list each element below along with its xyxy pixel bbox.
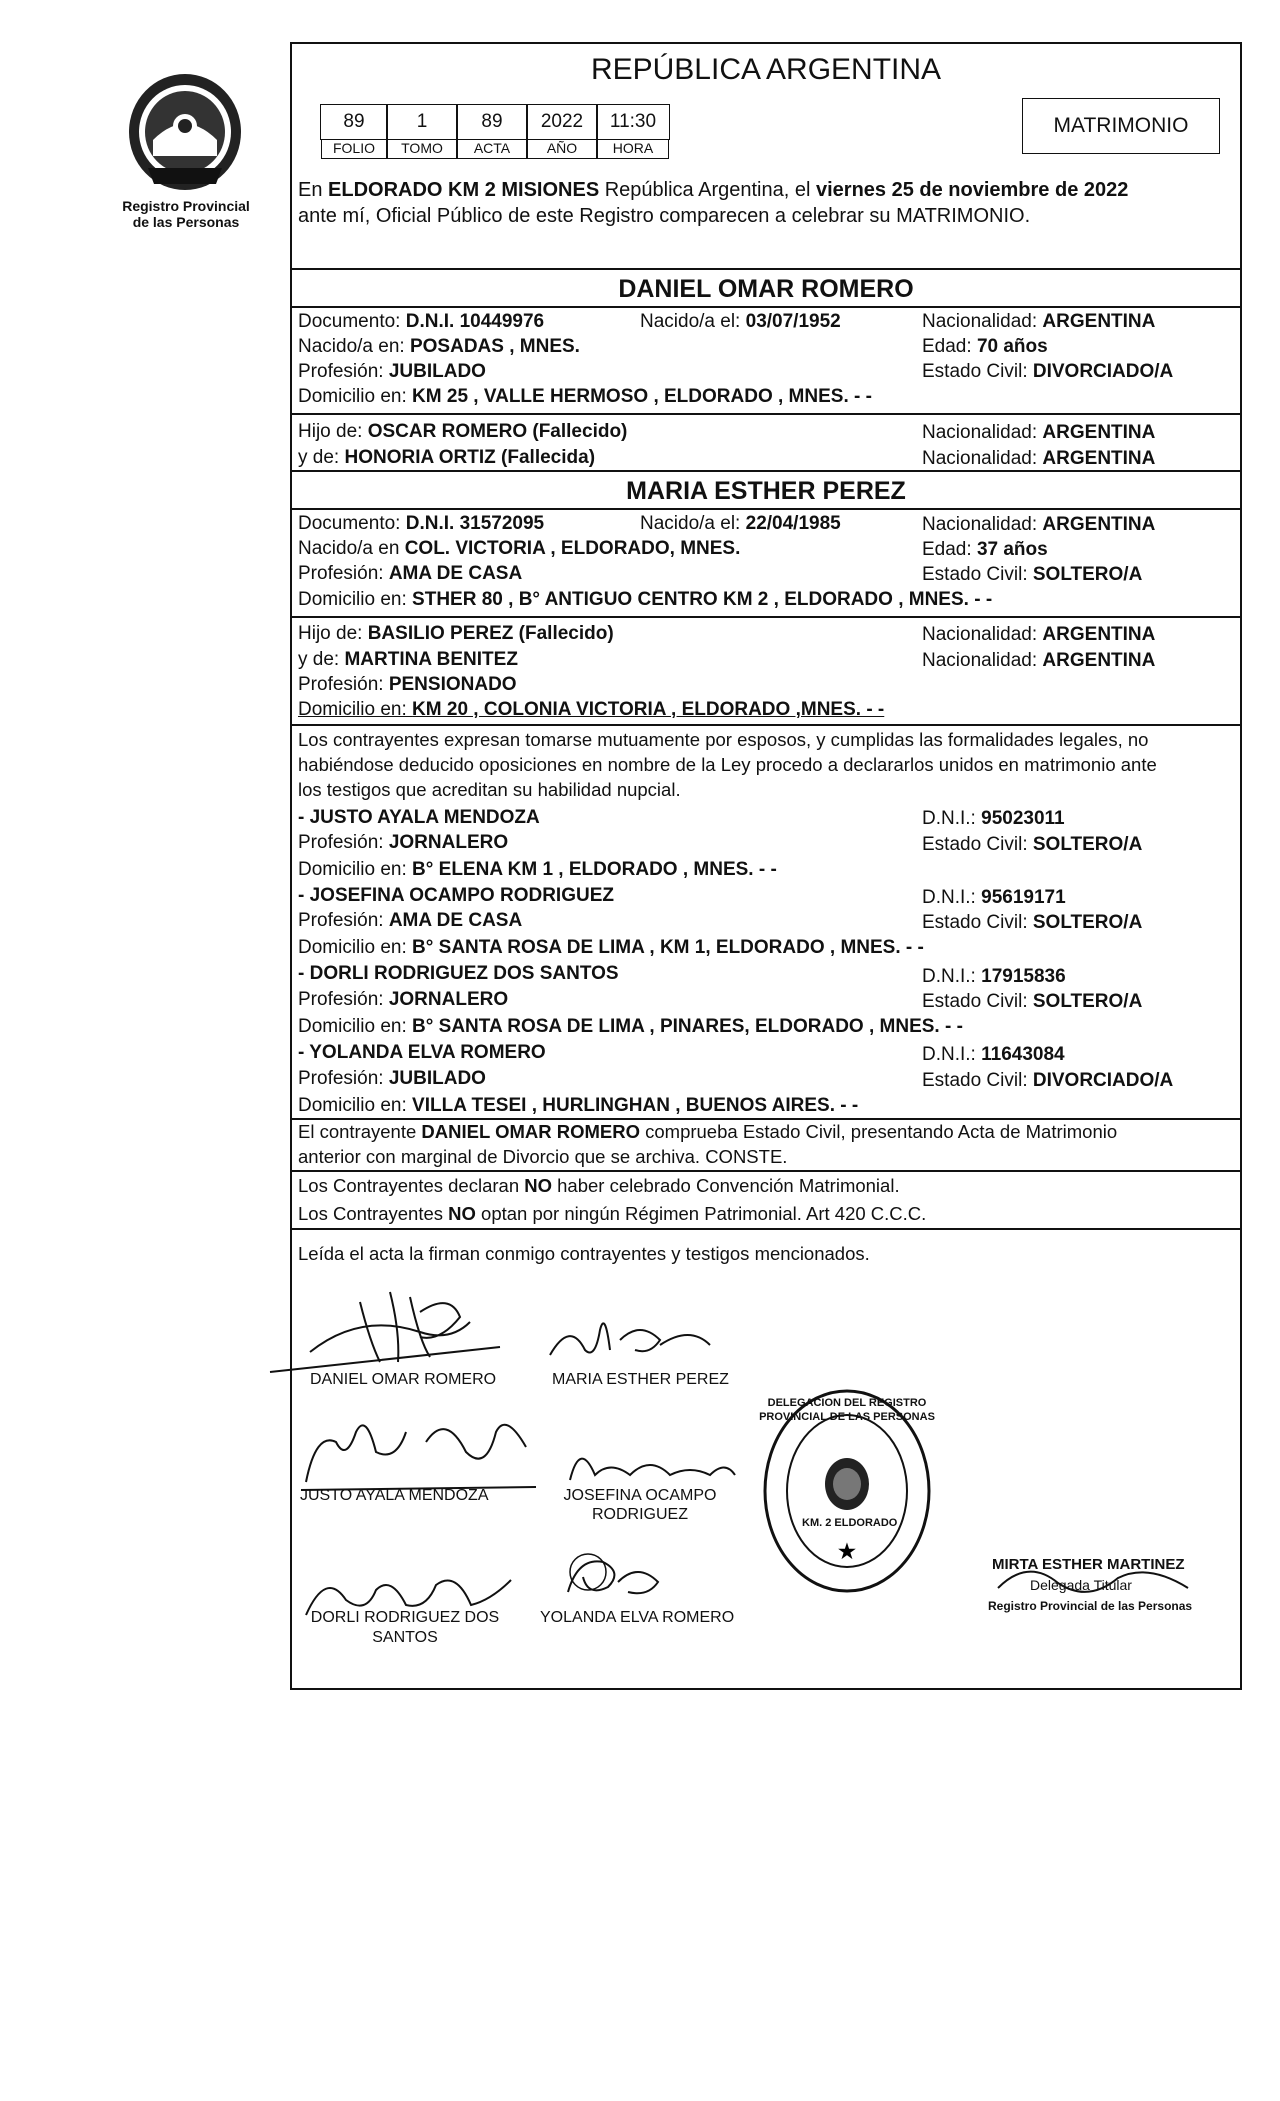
witness-3-name: - DORLI RODRIGUEZ DOS SANTOS [298,963,619,984]
declaration-line2: habiéndose deducido oposiciones en nombre de la Ley procedo a declararlos unidos en matrimonio ante [298,754,1157,775]
signature-witness-1 [296,1392,546,1492]
bride-profession: Profesión: AMA DE CASA [298,563,523,584]
signature-witness-4 [548,1542,678,1612]
note-line2: anterior con marginal de Divorcio que se archiva. CONSTE. [298,1146,788,1167]
hora-value: 11:30 [609,111,657,132]
groom-age: Edad: 70 años [922,336,1048,357]
groom-profession: Profesión: JUBILADO [298,361,486,382]
groom-birthdate: Nacido/a el: 03/07/1952 [640,311,841,332]
witness-2-name: - JOSEFINA OCAMPO RODRIGUEZ [298,885,614,906]
header-field-folio [320,104,388,156]
divider [292,268,1240,270]
bride-mother-nationality: Nacionalidad: ARGENTINA [922,650,1156,671]
signature-witness-2-label-line1: JOSEFINA OCAMPO [563,1487,717,1504]
official-seal [759,1388,935,1594]
act-type-box: MATRIMONIO [1022,98,1220,154]
signature-bride-label: MARIA ESTHER PEREZ [552,1371,729,1388]
acta-value: 89 [481,111,503,132]
witness-4-dni: D.N.I.: 11643084 [922,1044,1065,1065]
intro-line1 [298,178,1128,202]
stamp-org: Registro Provincial de las Personas [988,1599,1193,1613]
witness-1-address: Domicilio en: B° ELENA KM 1 , ELDORADO , MNES. - - [298,859,777,880]
logo-caption-line1: Registro Provincial [122,198,250,214]
folio-label: FOLIO [321,139,387,159]
witness-4-civil-status: Estado Civil: DIVORCIADO/A [922,1070,1174,1091]
bride-birthdate: Nacido/a el: 22/04/1985 [640,513,841,534]
closing-text: Leída el acta la firman conmigo contrayentes y testigos mencionados. [298,1243,870,1264]
regime-line2: Los Contrayentes NO optan por ningún Régimen Patrimonial. Art 420 C.C.C. [298,1203,927,1224]
witness-4-profession: Profesión: JUBILADO [298,1068,486,1089]
signature-witness-3-label-line2: SANTOS [372,1629,438,1646]
declaration-line3: los testigos que acreditan su habilidad nupcial. [298,779,681,800]
signature-witness-1-label: JUSTO AYALA MENDOZA [300,1487,489,1504]
regime-line1: Los Contrayentes declaran NO haber celebrado Convención Matrimonial. [298,1175,900,1196]
signature-witness-3-label-line1: DORLI RODRIGUEZ DOS [310,1609,500,1626]
witness-2-dni: D.N.I.: 95619171 [922,887,1066,908]
divider [292,1170,1240,1172]
witness-3-dni: D.N.I.: 17915836 [922,966,1066,987]
groom-mother-nationality: Nacionalidad: ARGENTINA [922,448,1156,469]
signature-witness-2 [560,1430,750,1490]
hora-label: HORA [597,139,669,159]
official-stamp [988,1548,1198,1632]
signature-bride [540,1300,730,1370]
witness-2-civil-status: Estado Civil: SOLTERO/A [922,912,1143,933]
divider [292,470,1240,472]
note-line1: El contrayente DANIEL OMAR ROMERO comprueba Estado Civil, presentando Acta de Matrimonio [298,1121,1118,1142]
signature-groom [300,1282,510,1372]
groom-nationality: Nacionalidad: ARGENTINA [922,311,1156,332]
folio-value: 89 [343,111,365,132]
groom-father-nationality: Nacionalidad: ARGENTINA [922,422,1156,443]
intro-place: ELDORADO KM 2 MISIONES [328,179,600,201]
witness-3-profession: Profesión: JORNALERO [298,989,509,1010]
seal-ring-text: DELEGACION DEL REGISTRO PROVINCIAL DE LAS PERSONAS [759,1397,935,1423]
signature-witness-2-label-line2: RODRIGUEZ [592,1506,688,1523]
bride-documento: Documento: D.N.I. 31572095 [298,513,545,534]
witness-4-address: Domicilio en: VILLA TESEI , HURLINGHAN , BUENOS AIRES. - - [298,1095,859,1116]
witness-1-profession: Profesión: JORNALERO [298,832,509,853]
divider [292,616,1240,618]
witness-3-address: Domicilio en: B° SANTA ROSA DE LIMA , PINARES, ELDORADO , MNES. - - [298,1016,963,1037]
bride-mother-profession: Profesión: PENSIONADO [298,674,517,695]
declaration-line1: Los contrayentes expresan tomarse mutuamente por esposos, y cumplidas las formalidades legales, no [298,729,1149,750]
witness-1-dni: D.N.I.: 95023011 [922,808,1065,829]
document-title: REPÚBLICA ARGENTINA [590,53,942,86]
groom-documento: Documento: D.N.I. 10449976 [298,311,545,332]
divider [292,306,1240,308]
bride-father-nationality: Nacionalidad: ARGENTINA [922,624,1156,645]
bride-age: Edad: 37 años [922,539,1048,560]
witness-4-name: - YOLANDA ELVA ROMERO [298,1042,546,1063]
groom-mother: y de: HONORIA ORTIZ (Fallecida) [298,447,596,468]
groom-birthplace: Nacido/a en: POSADAS , MNES. [298,336,580,357]
divider [292,508,1240,510]
bride-father: Hijo de: BASILIO PEREZ (Fallecido) [298,623,614,644]
intro-date: viernes 25 de noviembre de 2022 [815,179,1129,201]
seal-inner-text: KM. 2 ELDORADO [802,1517,898,1529]
stamp-role: Delegada Titular [1030,1577,1132,1593]
province-logo [118,68,252,196]
witness-1-civil-status: Estado Civil: SOLTERO/A [922,834,1143,855]
acta-label: ACTA [457,139,527,159]
witness-3-civil-status: Estado Civil: SOLTERO/A [922,991,1143,1012]
logo-caption-line2: de las Personas [132,214,240,230]
anio-value: 2022 [540,111,584,132]
bride-nationality: Nacionalidad: ARGENTINA [922,514,1156,535]
anio-label: AÑO [527,139,597,159]
signature-witness-4-label: YOLANDA ELVA ROMERO [540,1609,735,1626]
signature-groom-label: DANIEL OMAR ROMERO [310,1371,497,1388]
groom-name: DANIEL OMAR ROMERO [618,275,914,303]
divider [292,1228,1240,1230]
header-field-acta [456,104,528,156]
header-field-tomo [386,104,458,156]
intro-text-a: En [298,179,329,201]
bride-mother: y de: MARTINA BENITEZ [298,649,518,670]
intro-text-b: República Argentina, el [599,179,816,201]
bride-civil-status: Estado Civil: SOLTERO/A [922,564,1143,585]
groom-civil-status: Estado Civil: DIVORCIADO/A [922,361,1174,382]
stamp-name: MIRTA ESTHER MARTINEZ [992,1556,1185,1573]
divider [292,724,1240,726]
bride-birthplace: Nacido/a en COL. VICTORIA , ELDORADO, MNES. [298,538,741,559]
witness-2-profession: Profesión: AMA DE CASA [298,910,523,931]
svg-text:★: ★ [838,1541,856,1563]
intro-line2: ante mí, Oficial Público de este Registro comparecen a celebrar su MATRIMONIO. [298,205,1031,227]
tomo-label: TOMO [387,139,457,159]
tomo-value: 1 [416,111,428,132]
groom-father: Hijo de: OSCAR ROMERO (Fallecido) [298,421,628,442]
header-field-anio [526,104,598,156]
witness-1-name: - JUSTO AYALA MENDOZA [298,807,540,828]
witness-2-address: Domicilio en: B° SANTA ROSA DE LIMA , KM 1, ELDORADO , MNES. - - [298,937,924,958]
bride-name: MARIA ESTHER PEREZ [626,477,906,505]
groom-address: Domicilio en: KM 25 , VALLE HERMOSO , ELDORADO , MNES. - - [298,386,872,407]
bride-mother-address: Domicilio en: KM 20 , COLONIA VICTORIA , ELDORADO ,MNES. - - [298,699,885,720]
province-emblem-icon [118,68,252,196]
bride-address: Domicilio en: STHER 80 , B° ANTIGUO CENTRO KM 2 , ELDORADO , MNES. - - [298,589,993,610]
divider [292,413,1240,415]
header-field-hora [596,104,670,156]
